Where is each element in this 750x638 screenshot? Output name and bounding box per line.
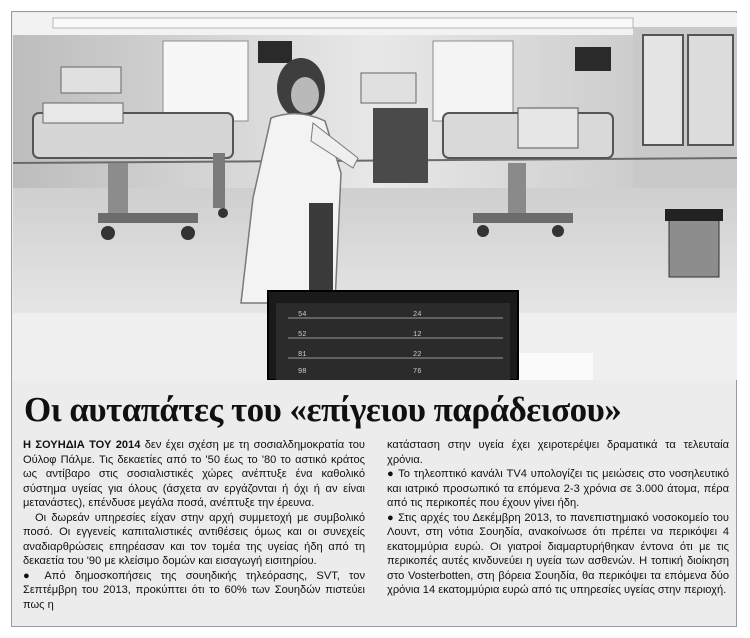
- monitor-value: 24: [413, 311, 422, 319]
- monitor-value: 52: [298, 331, 307, 339]
- lead-in: Η ΣΟΥΗΔΙΑ ΤΟΥ 2014: [23, 439, 141, 451]
- article-column-left: [23, 438, 365, 613]
- paragraph: Οι δωρεάν υπηρεσίες είχαν στην αρχή συμμετοχή με συμβολικό ποσό. Οι εγγενείς καπιταλιστικές αντιθέσεις όμως και οι συνεχείς αναδιαρθρώσεις επηρέασαν και τον τομέα της υγείας ήδη από τη δεκαετία του '90 με κλείσιμο δομών και εισαγωγή εισιτηρίου.: [23, 511, 365, 568]
- monitor-value: 12: [413, 331, 422, 339]
- paragraph: ● Από δημοσκοπήσεις της σουηδικής τηλεόρασης, SVT, τον Σεπτέμβρη του 2013, προκύπτει ότι το 60% των Σουηδών πιστεύει πως η: [23, 569, 365, 612]
- article-headline: Οι αυταπάτες του «επίγειου παράδεισου»: [24, 390, 622, 429]
- paragraph: [23, 438, 365, 511]
- paragraph: ● Στις αρχές του Δεκέμβρη 2013, το πανεπιστημιακό νοσοκομείο του Λουντ, στη νότια Σουηδία, ανακοίνωσε ότι πρέπει να περικόψει 4 εκατομμύρια ευρώ. Οι γιατροί διαμαρτυρήθηκαν έντονα ότι με τις περικοπές αυτές κινδυνεύει η υγεία των ασθενών. Η τοπική διοίκηση στο Vosterbotten, στη βόρεια Σουηδία, θα περικόψει τα επόμενα δύο χρόνια 14 εκατομμύρια ευρώ από τις υπηρεσίες υγείας στην περιοχή.: [387, 511, 729, 597]
- paragraph: ● Το τηλεοπτικό κανάλι TV4 υπολογίζει τις μειώσεις στο νοσηλευτικό και ιατρικό προσωπικό τα επόμενα 2-3 χρόνια σε 3.000 άτομα, πέρα από τις περικοπές που έχουν γίνει ήδη.: [387, 468, 729, 510]
- monitor-value: 81: [298, 351, 307, 359]
- article-column-right: [387, 438, 729, 598]
- icu-scene-image: [13, 13, 737, 380]
- monitor-value: 22: [413, 351, 422, 359]
- paragraph-text: δεν έχει σχέση με τη σοσιαλδημοκρατία του Ούλοφ Πάλμε. Τις δεκαετίες από το '50 έως το '80 το αστικό κράτος ως αντίβαρο στις σοσιαλιστικές χώρες ανέπτυξε ένα καθολικό σύστημα υγείας για όλους (άσχετα αν εργάζονται ή όχι ή αν είναι μετανάστες), επένδυσε μεγάλα ποσά, ανέπτυξε την έρευνα.: [23, 439, 365, 510]
- monitor-value: 54: [298, 311, 307, 319]
- paragraph: κατάσταση στην υγεία έχει χειροτερέψει δραματικά τα τελευταία χρόνια.: [387, 439, 729, 466]
- monitor-value: 76: [413, 368, 422, 376]
- hospital-photo: [13, 13, 737, 380]
- monitor-value: 98: [298, 368, 307, 376]
